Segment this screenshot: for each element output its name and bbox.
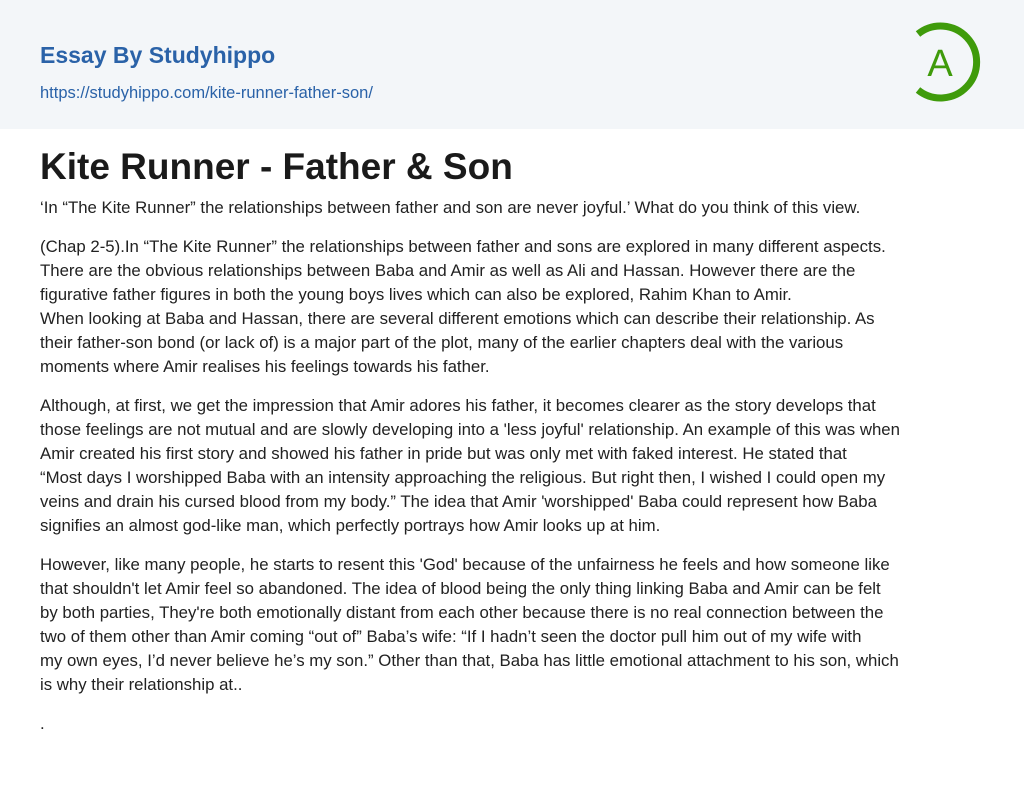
paragraph-line: Amir created his first story and showed his father in pride but was only met with faked interest. He stated that <box>40 444 847 463</box>
paragraph-line: by both parties, They're both emotionally distant from each other because there is no real connection between the <box>40 603 884 622</box>
essay-paragraph <box>40 235 1000 379</box>
paragraph-line: Although, at first, we get the impression that Amir adores his father, it becomes clearer as the story develops that <box>40 396 876 415</box>
paragraph-line: ‘In “The Kite Runner” the relationships between father and son are never joyful.’ What do you think of this view. <box>40 198 861 217</box>
paragraph-line: veins and drain his cursed blood from my body.” The idea that Amir 'worshipped' Baba could represent how Baba <box>40 492 877 511</box>
paragraph-line: “Most days I worshipped Baba with an intensity approaching the religious. But right then, I wished I could open my <box>40 468 886 487</box>
paragraph-line: two of them other than Amir coming “out of” Baba’s wife: “If I hadn’t seen the doctor pull him out of my wife with <box>40 627 862 646</box>
paragraph-line: When looking at Baba and Hassan, there are several different emotions which can describe their relationship. As <box>40 309 875 328</box>
essay-body <box>40 196 1000 751</box>
paragraph-line: (Chap 2-5).In “The Kite Runner” the relationships between father and sons are explored in many different aspects. <box>40 237 886 256</box>
paragraph-line: that shouldn't let Amir feel so abandoned. The idea of blood being the only thing linking Baba and Amir can be felt <box>40 579 881 598</box>
paragraph-line: those feelings are not mutual and are slowly developing into a 'less joyful' relationship. An example of this was when <box>40 420 900 439</box>
paragraph-line: There are the obvious relationships between Baba and Amir as well as Ali and Hassan. However there are the <box>40 261 856 280</box>
essay-title: Kite Runner - Father & Son <box>40 146 513 187</box>
paragraph-line: my own eyes, I’d never believe he’s my son.” Other than that, Baba has little emotional attachment to his son, which <box>40 651 899 670</box>
paragraph-line: is why their relationship at.. <box>40 675 243 694</box>
site-header <box>0 0 1024 129</box>
logo-letter: A <box>927 43 953 85</box>
paragraph-line: moments where Amir realises his feelings towards his father. <box>40 357 490 376</box>
essay-url-link[interactable]: https://studyhippo.com/kite-runner-father-son/ <box>40 84 373 102</box>
essay-paragraph <box>40 553 1000 697</box>
essay-paragraph <box>40 712 1000 736</box>
paragraph-line: signifies an almost god-like man, which perfectly portrays how Amir looks up at him. <box>40 516 661 535</box>
paragraph-line: However, like many people, he starts to resent this 'God' because of the unfairness he feels and how someone like <box>40 555 890 574</box>
brand-title: Essay By Studyhippo <box>40 42 276 68</box>
essay-paragraph <box>40 394 1000 538</box>
studyhippo-logo-icon[interactable] <box>912 20 986 104</box>
paragraph-line: figurative father figures in both the young boys lives which can also be explored, Rahim Khan to Amir. <box>40 285 792 304</box>
paragraph-line: their father-son bond (or lack of) is a major part of the plot, many of the earlier chapters deal with the various <box>40 333 844 352</box>
paragraph-line: . <box>40 714 45 733</box>
essay-paragraph <box>40 196 1000 220</box>
